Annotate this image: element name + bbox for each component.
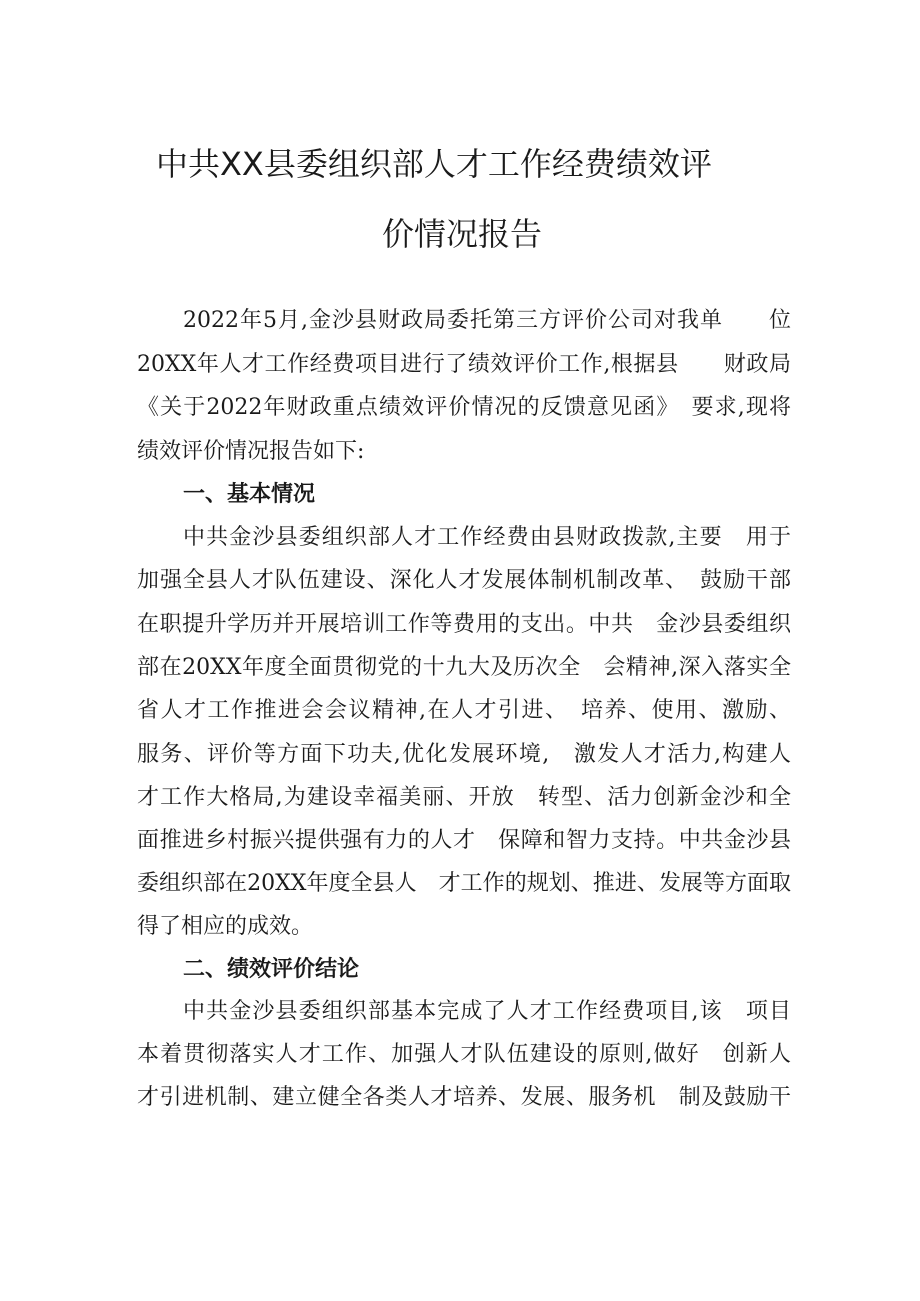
section1-line: 才工作大格局,为建设幸福美丽、开放 转型、活力创新金沙和全 — [137, 785, 791, 810]
document-title-line-2: 价情况报告 — [382, 215, 543, 253]
section1-line: 服务、评价等方面下功夫,优化发展环境, 激发人才活力,构建人 — [137, 742, 791, 767]
section2-line: 中共金沙县委组织部基本完成了人才工作经费项目,该 项目 — [183, 999, 791, 1024]
section2-line: 本着贯彻落实人才工作、加强人才队伍建设的原则,做好 创新人 — [137, 1042, 791, 1067]
section1-line: 部在20XX年度全面贯彻党的十九大及历次全 会精神,深入落实全 — [137, 655, 791, 680]
document-title-line-1: 中共XX县委组织部人才工作经费绩效评 — [156, 145, 712, 183]
section-heading-basic-info: 一、基本情况 — [183, 482, 316, 507]
section1-line: 中共金沙县委组织部人才工作经费由县财政拨款,主要 用于 — [183, 525, 791, 550]
intro-line: 《关于2022年财政重点绩效评价情况的反馈意见函》 要求,现将 — [137, 395, 791, 420]
section1-line: 面推进乡村振兴提供强有力的人才 保障和智力支持。中共金沙县 — [137, 828, 791, 853]
section1-line: 在职提升学历并开展培训工作等费用的支出。中共 金沙县委组织 — [137, 612, 791, 637]
section1-line: 加强全县人才队伍建设、深化人才发展体制机制改革、 鼓励干部 — [137, 568, 791, 593]
section1-line: 委组织部在20XX年度全县人 才工作的规划、推进、发展等方面取 — [137, 871, 791, 896]
section-heading-conclusion: 二、绩效评价结论 — [183, 957, 360, 982]
intro-line: 20XX年人才工作经费项目进行了绩效评价工作,根据县 财政局 — [137, 352, 791, 377]
section1-line: 得了相应的成效。 — [137, 914, 314, 939]
intro-line: 2022年5月,金沙县财政局委托第三方评价公司对我单 位 — [183, 308, 791, 333]
section2-line: 才引进机制、建立健全各类人才培养、发展、服务机 制及鼓励干 — [137, 1085, 791, 1110]
section1-line: 省人才工作推进会会议精神,在人才引进、 培养、使用、激励、 — [137, 698, 791, 723]
intro-line: 绩效评价情况报告如下: — [137, 439, 365, 464]
